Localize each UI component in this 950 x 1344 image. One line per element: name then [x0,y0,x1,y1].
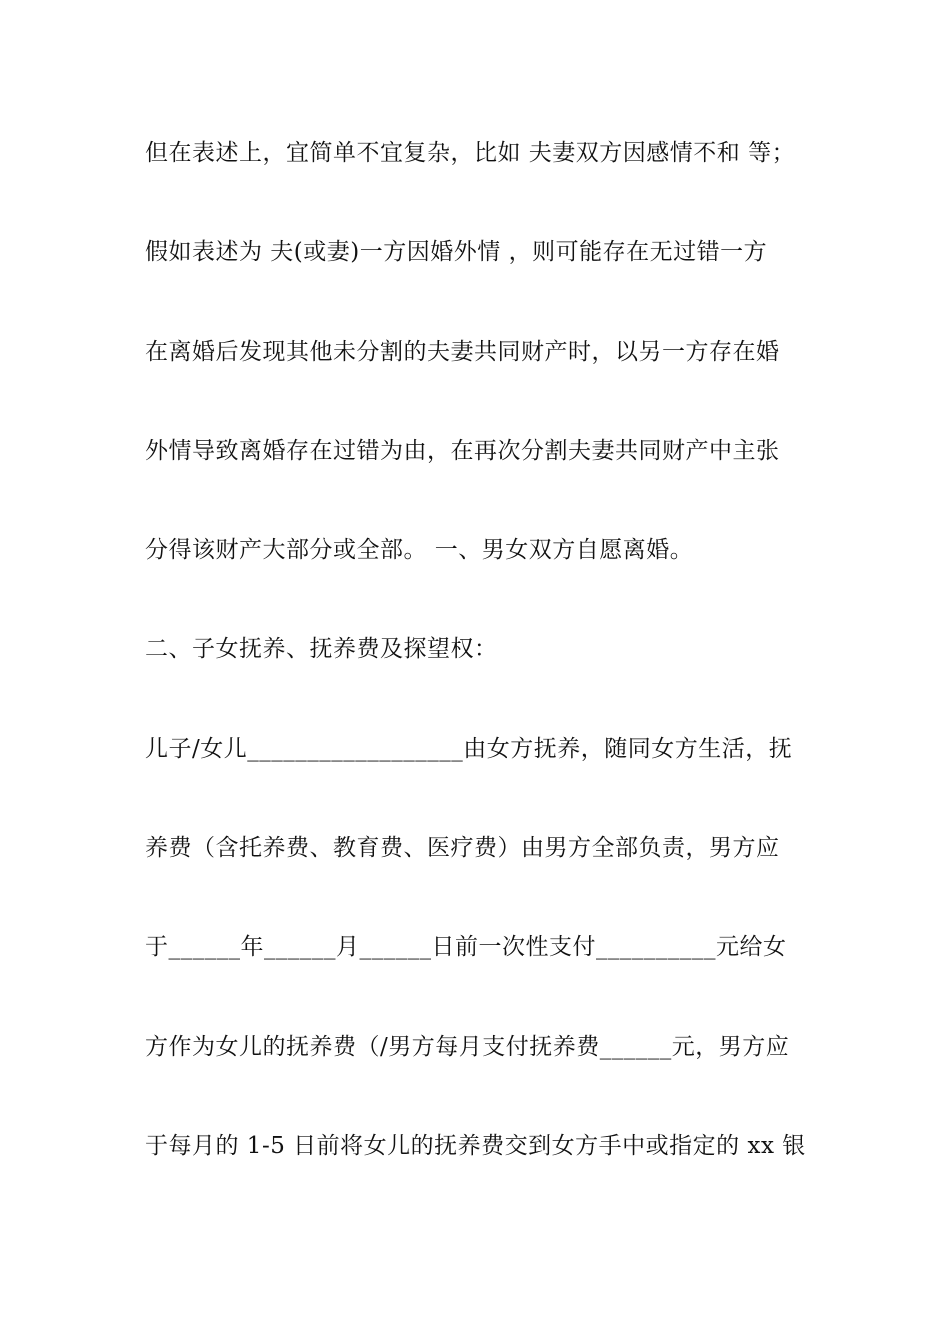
text-line-1: 但在表述上，宜简单不宜复杂，比如 夫妻双方因感情不和 等； [145,140,796,166]
text-line-3: 在离婚后发现其他未分割的夫妻共同财产时，以另一方存在婚 [145,339,780,365]
section-heading: 二、子女抚养、抚养费及探望权： [145,636,498,662]
text-line-9: 于______年______月______日前一次性支付__________元给女 [145,934,787,960]
text-line-7: 儿子/女儿__________________由女方抚养，随同女方生活，抚 [145,736,793,762]
text-line-11: 于每月的 1-5 日前将女儿的抚养费交到女方手中或指定的 xx 银 [145,1133,806,1159]
text-line-8: 养费（含托养费、教育费、医疗费）由男方全部负责，男方应 [145,835,780,861]
text-line-5: 分得该财产大部分或全部。 一、男女双方自愿离婚。 [145,537,694,563]
text-line-2: 假如表述为 夫(或妻)一方因婚外情 ，则可能存在无过错一方 [145,239,768,265]
text-line-4: 外情导致离婚存在过错为由，在再次分割夫妻共同财产中主张 [145,438,780,464]
text-line-10: 方作为女儿的抚养费（/男方每月支付抚养费______元，男方应 [145,1034,790,1060]
